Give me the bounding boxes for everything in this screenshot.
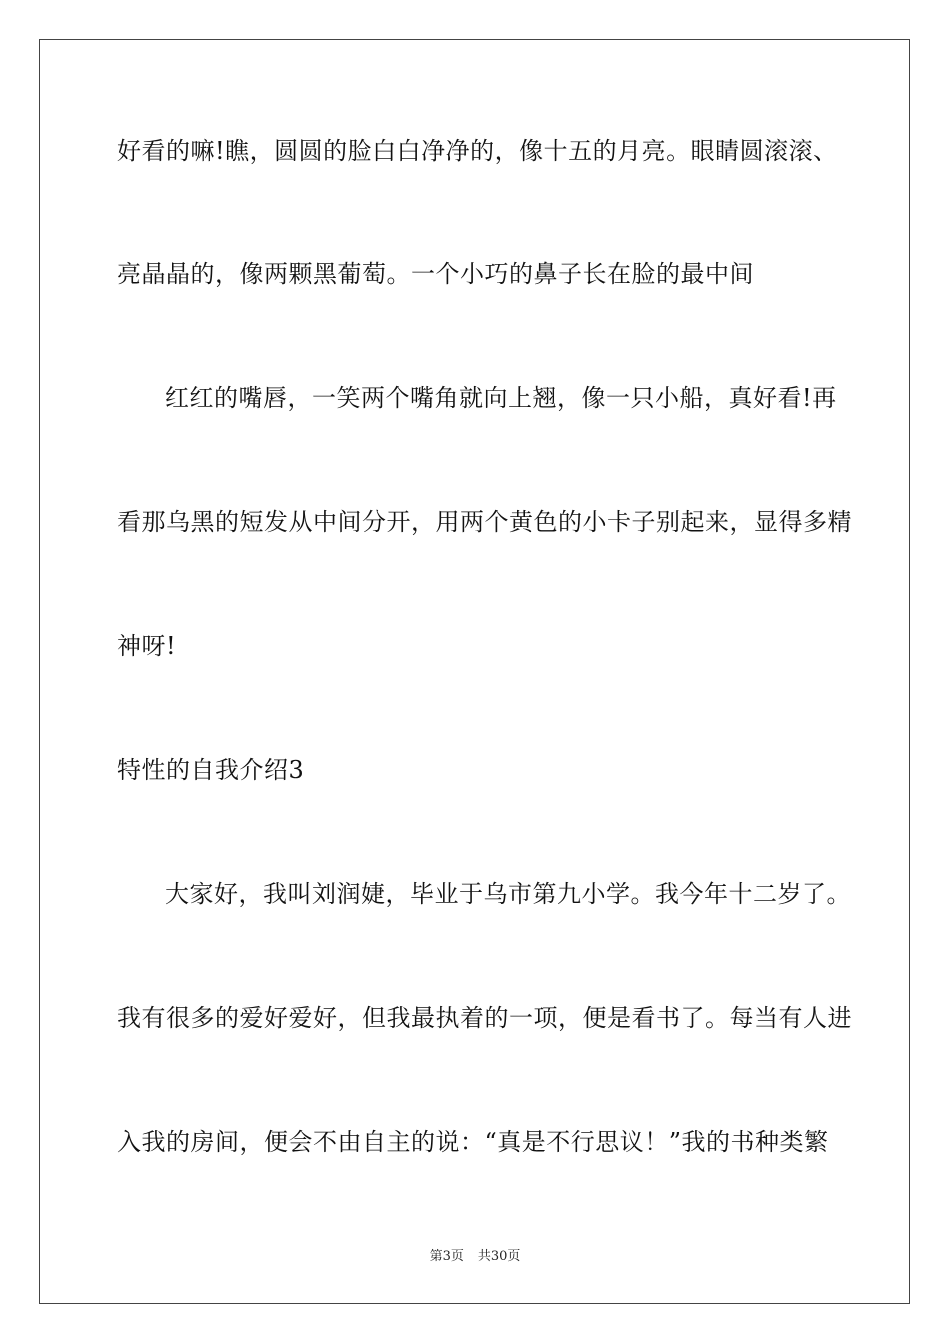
text-line: 亮晶晶的，像两颗黑葡萄。一个小巧的鼻子长在脸的最中间 — [117, 260, 754, 288]
section-heading: 特性的自我介绍3 — [117, 756, 305, 784]
text-line: 入我的房间，便会不由自主的说：“真是不行思议！”我的书种类繁 — [117, 1128, 829, 1156]
paragraph-start-line: 红红的嘴唇，一笑两个嘴角就向上翘，像一只小船，真好看!再 — [165, 384, 837, 412]
page-border — [39, 39, 910, 1304]
page-number-current: 第3页 — [429, 1249, 464, 1264]
text-line: 神呀! — [117, 632, 177, 660]
page-footer — [0, 1248, 950, 1266]
text-line: 看那乌黑的短发从中间分开，用两个黄色的小卡子别起来，显得多精 — [117, 508, 852, 536]
paragraph-start-line: 大家好，我叫刘润婕，毕业于乌市第九小学。我今年十二岁了。 — [165, 880, 851, 908]
text-line: 好看的嘛!瞧，圆圆的脸白白净净的，像十五的月亮。眼睛圆滚滚、 — [117, 137, 838, 165]
text-line: 我有很多的爱好爱好，但我最执着的一项，便是看书了。每当有人进 — [117, 1004, 852, 1032]
page-number-total: 共30页 — [477, 1249, 521, 1264]
